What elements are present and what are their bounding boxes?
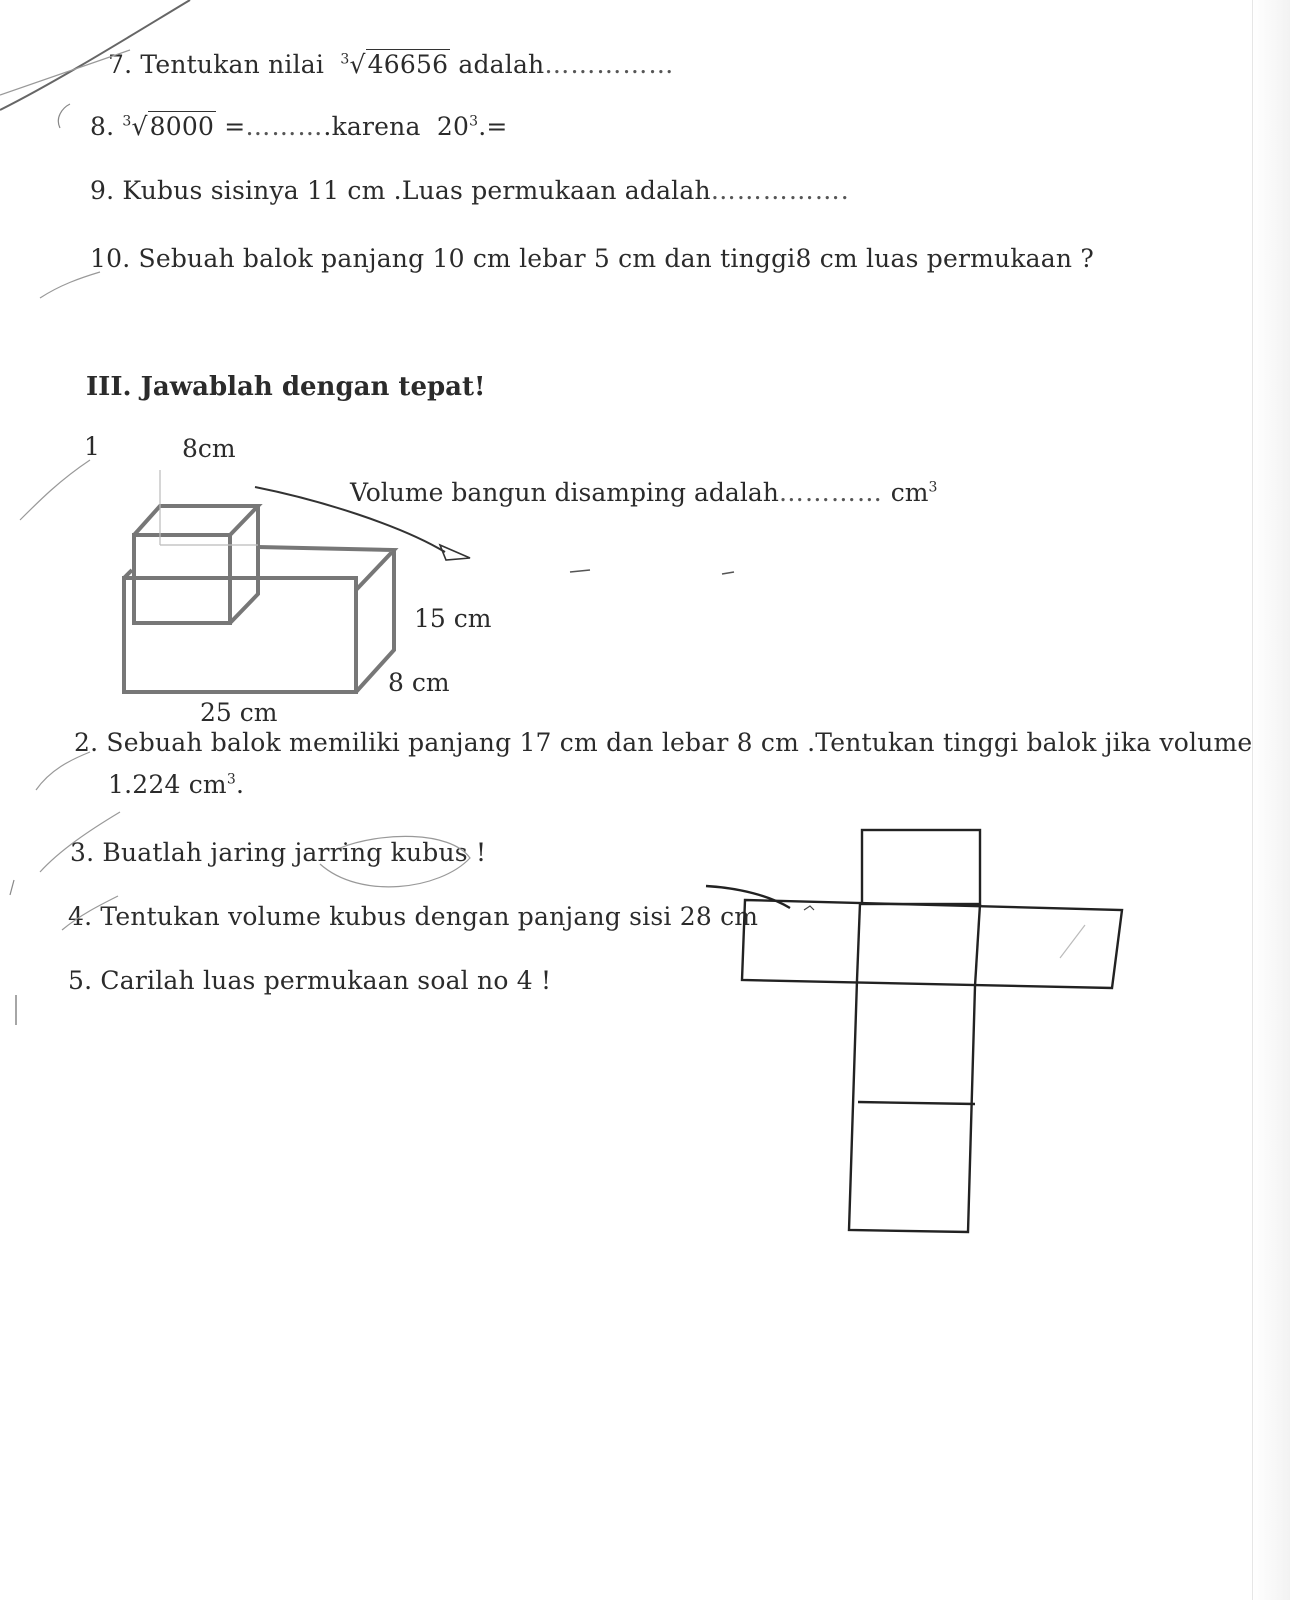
pencil-stroke	[40, 272, 100, 298]
pencil-stroke	[62, 896, 118, 930]
stray-mark	[804, 906, 814, 910]
root-index: 3	[122, 113, 132, 130]
answer-dots: ……………	[544, 50, 675, 79]
scan-fold-line	[0, 0, 190, 110]
net-divider	[857, 903, 860, 980]
pointer-arrow	[255, 487, 445, 552]
answer-dots: …………….	[710, 176, 850, 205]
unit-label: cm	[890, 478, 929, 507]
root-index: 3	[340, 51, 350, 68]
volume-exponent: 3	[226, 771, 236, 788]
box-front-face	[124, 578, 356, 692]
question-1-number: 1	[84, 432, 100, 461]
answer-dots: …………	[778, 478, 883, 507]
height-dimension-label: 15 cm	[414, 604, 492, 633]
box-top-edge	[258, 547, 394, 590]
power-base: 20	[436, 112, 470, 141]
depth-dimension-label: 8 cm	[388, 668, 450, 697]
pencil-stroke	[40, 812, 120, 872]
pencil-stroke	[10, 880, 14, 895]
karena-label: .karena	[323, 112, 421, 141]
net-face-top	[862, 830, 980, 904]
answer-dots: ………	[245, 112, 324, 141]
question-number: 5.	[68, 966, 93, 995]
stray-mark	[722, 572, 734, 574]
circle-annotation	[320, 836, 470, 886]
cube-root: $^3$√8000	[122, 112, 215, 141]
net-divider	[858, 1102, 975, 1104]
radicand: 46656	[367, 50, 449, 79]
net-middle-row	[742, 900, 1122, 988]
net-divider	[975, 904, 980, 986]
question-text: Tentukan nilai	[140, 50, 325, 79]
question-text: Carilah luas permukaan soal no 4 !	[100, 966, 552, 995]
radicand: 8000	[149, 112, 215, 141]
question-text: Kubus sisinya 11 cm .Luas permukaan adalah	[122, 176, 711, 205]
question-text: Sebuah balok panjang 10 cm lebar 5 cm dan tinggi8 cm luas permukaan ?	[138, 244, 1094, 273]
stray-mark	[570, 570, 590, 572]
section-heading: III. Jawablah dengan tepat!	[86, 372, 486, 402]
question-text: Tentukan volume kubus dengan panjang sisi 28 cm	[100, 902, 759, 931]
top-dimension-label: 8cm	[182, 434, 236, 463]
cube-top-face	[134, 506, 258, 535]
composite-solid-figure	[124, 506, 394, 692]
width-dimension-label: 25 cm	[200, 698, 278, 727]
scan-right-edge	[1252, 0, 1290, 1600]
pen-stroke	[706, 886, 790, 908]
pencil-stroke	[58, 104, 70, 128]
faint-mark	[1060, 925, 1085, 958]
cube-side-face	[230, 506, 258, 623]
equals-sign: =	[224, 112, 246, 141]
cube-root: $^3$√46656	[340, 50, 449, 79]
net-lower-column	[849, 980, 975, 1232]
equals-end: .=	[478, 112, 508, 141]
pencil-stroke	[0, 50, 133, 95]
pencil-stroke	[20, 460, 90, 520]
volume-value: 1.224 cm	[108, 770, 227, 799]
question-text: Buatlah jaring jarring kubus !	[102, 838, 487, 867]
cube-net-drawing	[706, 830, 1122, 1232]
question-number: 4.	[68, 902, 93, 931]
question-number: 2.	[74, 728, 99, 757]
question-text: Sebuah balok memiliki panjang 17 cm dan lebar 8 cm .Tentukan tinggi balok jika volume	[106, 728, 1253, 757]
question-number: 3.	[70, 838, 95, 867]
question-number: 7.	[108, 50, 133, 79]
question-number: 9.	[90, 176, 115, 205]
power-exponent: 3	[469, 113, 479, 130]
pencil-stroke	[36, 752, 90, 790]
question-number: 10.	[90, 244, 131, 273]
volume-end: .	[235, 770, 245, 799]
prompt-text: Volume bangun disamping adalah	[350, 478, 779, 507]
unit-exponent: 3	[928, 479, 938, 496]
question-number: 8.	[90, 112, 115, 141]
question-text-after: adalah	[458, 50, 545, 79]
